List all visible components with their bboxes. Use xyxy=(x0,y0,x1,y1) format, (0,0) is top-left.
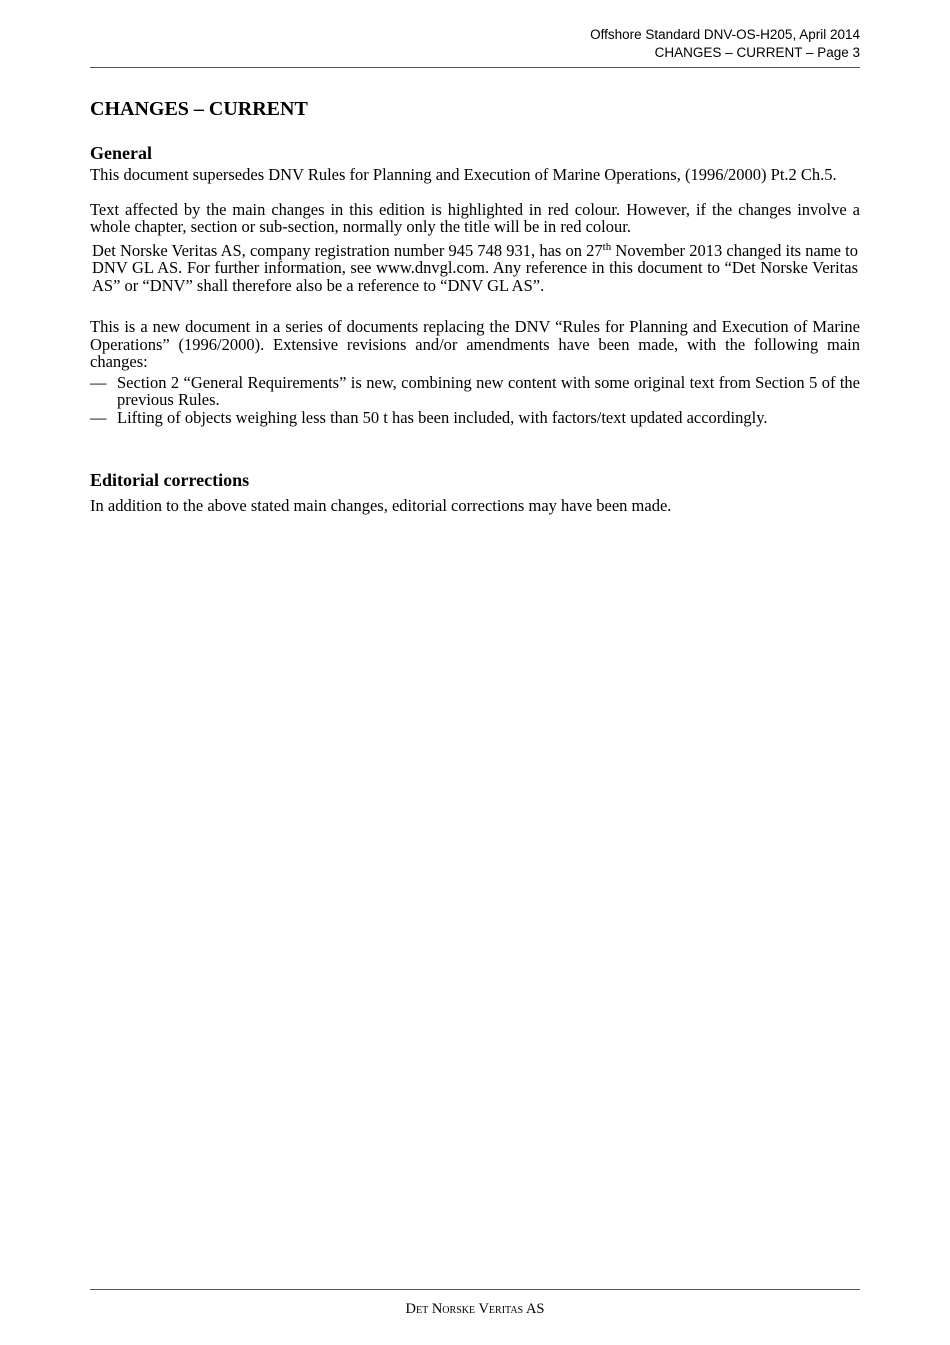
header-divider xyxy=(90,67,860,68)
company-notice xyxy=(92,242,858,295)
list-item xyxy=(90,374,860,409)
supersedes-paragraph: This document supersedes DNV Rules for Planning and Execution of Marine Operations, (1996/2000) Pt.2 Ch.5. xyxy=(90,165,837,184)
main-changes-list xyxy=(90,374,860,427)
footer-divider xyxy=(90,1289,860,1290)
editorial-heading: Editorial corrections xyxy=(90,470,250,490)
page-header xyxy=(90,26,860,62)
company-notice-part2: November 2013 changed its name to DNV GL AS. For further information, see www.dnvgl.com. Any reference in this document to “Det Norske Veritas AS” or “DNV” shall therefore also be a reference to “DNV GL AS”. xyxy=(92,240,858,295)
red-colour-paragraph: Text affected by the main changes in this edition is highlighted in red colour. However, if the changes involve a whole chapter, section or sub-section, normally only the title will be in red colour. xyxy=(90,199,860,236)
page-footer: Det Norske Veritas AS xyxy=(405,1301,545,1317)
company-notice-part1: Det Norske Veritas AS, company registration number 945 748 931, has on 27 xyxy=(92,240,603,260)
page-content xyxy=(90,97,860,515)
list-item-text: Lifting of objects weighing less than 50 t has been included, with factors/text updated accordingly. xyxy=(117,407,768,427)
bullet-dash: — xyxy=(90,407,107,427)
new-document-paragraph: This is a new document in a series of documents replacing the DNV “Rules for Planning and Execution of Marine Operations” (1996/2000). Extensive revisions and/or amendments have been made, with the following main changes: xyxy=(90,317,860,371)
header-page-label: CHANGES – CURRENT – Page 3 xyxy=(654,45,860,60)
bullet-dash: — xyxy=(90,372,107,392)
company-notice-superscript: th xyxy=(602,240,612,253)
list-item-text: Section 2 “General Requirements” is new, combining new content with some original text from Section 5 of the previous Rules. xyxy=(117,372,860,409)
page-title: CHANGES – CURRENT xyxy=(90,98,308,120)
general-heading: General xyxy=(90,143,152,163)
list-item xyxy=(90,409,860,427)
header-document-title: Offshore Standard DNV-OS-H205, April 2014 xyxy=(590,27,860,42)
editorial-paragraph: In addition to the above stated main changes, editorial corrections may have been made. xyxy=(90,496,672,515)
